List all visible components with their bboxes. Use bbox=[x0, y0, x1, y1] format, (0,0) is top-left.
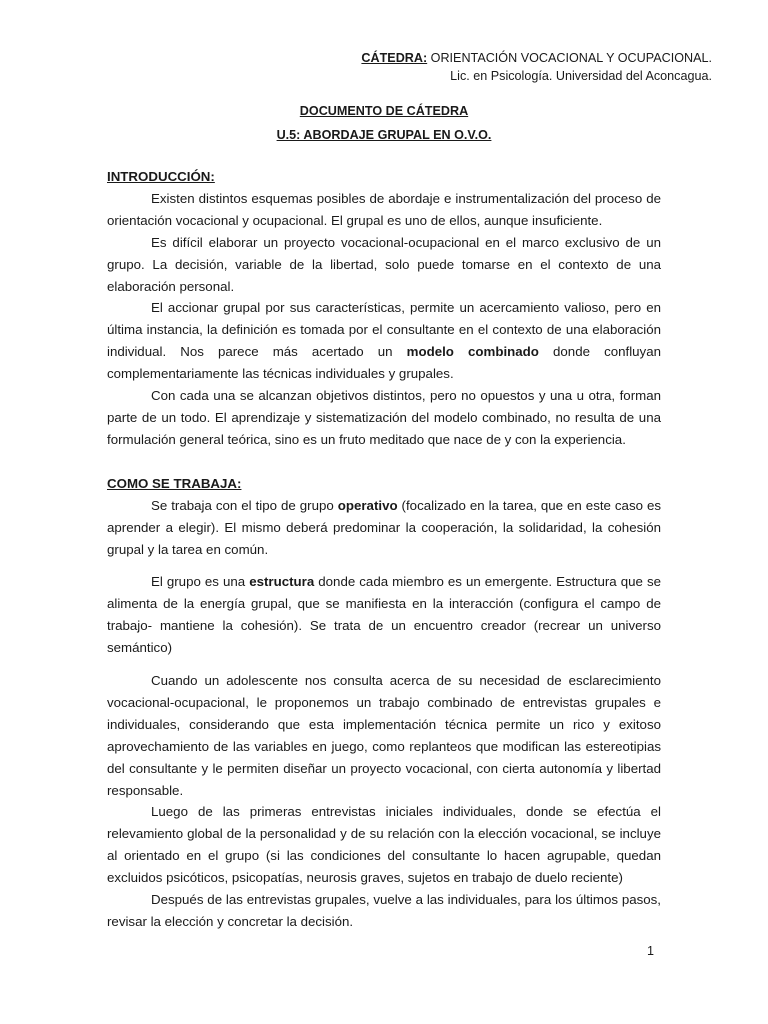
intro-paragraph-4: Con cada una se alcanzan objetivos distintos, pero no opuestos y una u otra, forman parte de un todo. El aprendizaje y sistematización del modelo combinado, no resulta de una formulación general teórica, sino es un fruto meditado que nace de y con la experiencia. bbox=[107, 388, 661, 447]
catedra-value: ORIENTACIÓN VOCACIONAL Y OCUPACIONAL. bbox=[427, 51, 712, 65]
catedra-label: CÁTEDRA: bbox=[361, 51, 428, 65]
document-title: DOCUMENTO DE CÁTEDRA bbox=[299, 104, 469, 118]
document-body bbox=[107, 166, 661, 933]
como-p2-text-b: donde cada miembro es un emergente. Estructura que se alimenta de la energía grupal, que se manifiesta en la interacción (configura el campo de trabajo- mantiene la cohesión). Se trata de un encuentro creador (recrear un universo semántico) bbox=[107, 574, 661, 656]
como-p2-bold: estructura bbox=[249, 574, 315, 590]
como-paragraph-1 bbox=[107, 495, 661, 561]
section-heading-como-se-trabaja: COMO SE TRABAJA: bbox=[107, 475, 242, 491]
intro-paragraph-1: Existen distintos esquemas posibles de abordaje e instrumentalización del proceso de orientación vocacional y ocupacional. El grupal es uno de ellos, aunque insuficiente. bbox=[107, 190, 661, 228]
intro-p3-bold: modelo combinado bbox=[406, 344, 539, 360]
como-paragraph-5: Después de las entrevistas grupales, vuelve a las individuales, para los últimos pasos, revisar la elección y concretar la decisión. bbox=[107, 892, 661, 929]
como-paragraph-4: Luego de las primeras entrevistas iniciales individuales, donde se efectúa el relevamiento global de la personalidad y de su relación con la elección vocacional, se incluye al orientado en el grupo (si las condiciones del consultante lo hacen agrupable, quedan excluidos psicóticos, psicopatías, neurosis graves, sujetos en trabajo de duelo reciente) bbox=[107, 804, 661, 886]
course-header bbox=[361, 49, 712, 85]
catedra-line bbox=[361, 49, 712, 67]
intro-paragraph-3 bbox=[107, 297, 661, 385]
como-p2-text-a: El grupo es una bbox=[151, 574, 250, 590]
como-paragraph-3: Cuando un adolescente nos consulta acerca de su necesidad de esclarecimiento vocacional-ocupacional, le proponemos un trabajo combinado de entrevistas grupales e individuales, considerando que esta implementación técnica permite un rico y exitoso aprovechamiento de las variables en juego, como replanteos que modifican las estereotipias del consultante y le permiten diseñar un proyecto vocacional, con cierta autonomía y libertad responsable. bbox=[107, 673, 661, 798]
como-paragraph-2 bbox=[107, 571, 661, 659]
como-p1-text-b: (focalizado en la tarea, que en este caso es aprender a elegir). El mismo deberá predominar la cooperación, la solidaridad, la cohesión grupal y la tarea en común. bbox=[107, 497, 661, 557]
como-p1-text-a: Se trabaja con el tipo de grupo bbox=[151, 497, 338, 513]
como-p1-bold: operativo bbox=[337, 497, 398, 513]
unit-title: U.5: ABORDAJE GRUPAL EN O.V.O. bbox=[276, 128, 492, 142]
section-heading-introduccion: INTRODUCCIÓN: bbox=[107, 169, 215, 184]
intro-p3-text-b: donde confluyan complementariamente las técnicas individuales y grupales. bbox=[107, 344, 661, 382]
page-number: 1 bbox=[647, 944, 655, 958]
intro-paragraph-2: Es difícil elaborar un proyecto vocacional-ocupacional en el marco exclusivo de un grupo. La decisión, variable de la libertad, solo puede tomarse en el contexto de una elaboración personal. bbox=[107, 234, 661, 294]
institution-line: Lic. en Psicología. Universidad del Aconcagua. bbox=[450, 69, 712, 83]
intro-p3-text-a: El accionar grupal por sus características, permite un acercamiento valioso, pero en última instancia, la definición es tomada por el consultante en el contexto de una elaboración individual. Nos parece más acertado un bbox=[107, 300, 661, 360]
